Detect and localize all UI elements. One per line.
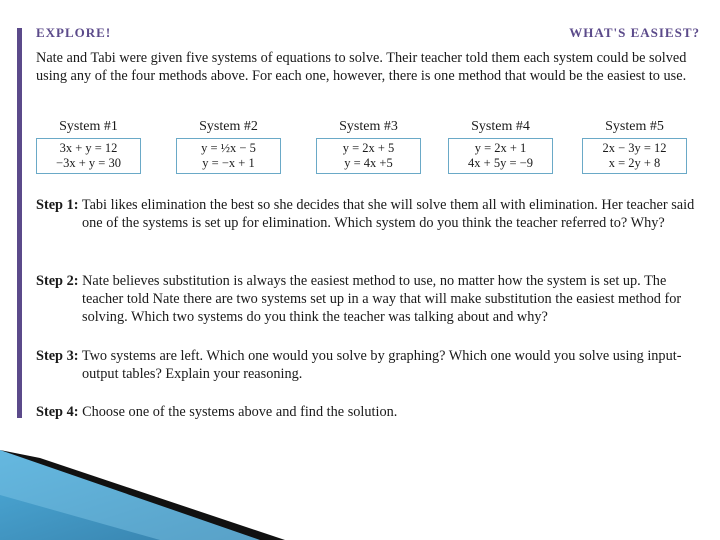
step-4 — [36, 403, 696, 421]
section-header: WHAT'S EASIEST? — [569, 25, 700, 40]
system-equations-box — [176, 138, 281, 174]
equation: 3x + y = 12 — [59, 141, 118, 155]
step-label: Step 2: — [36, 273, 79, 289]
equation: y = 4x +5 — [344, 156, 393, 170]
equation: y = −x + 1 — [202, 156, 255, 170]
explore-header: EXPLORE! — [36, 25, 112, 40]
system-title: System #5 — [605, 119, 664, 134]
left-accent-bar — [17, 28, 22, 418]
systems-row — [36, 118, 706, 178]
equation: y = ½x − 5 — [201, 141, 256, 155]
system-5 — [582, 118, 687, 174]
equation: y = 2x + 5 — [342, 141, 395, 155]
system-title: System #4 — [471, 119, 530, 134]
step-label: Step 3: — [36, 348, 79, 364]
step-text: Nate believes substitution is always the easiest method to use, no matter how the system is set up. The teacher told Nate there are two systems set up in a way that will make substitution the easiest method for solving. Which two systems do you think the teacher was talking about and why? — [82, 273, 682, 325]
equation: 4x + 5y = −9 — [468, 156, 533, 170]
system-4 — [448, 118, 553, 174]
system-2 — [176, 118, 281, 174]
equation: −3x + y = 30 — [56, 156, 121, 170]
step-1 — [36, 196, 696, 232]
system-1 — [36, 118, 141, 174]
equation: y = 2x + 1 — [474, 141, 527, 155]
step-label: Step 1: — [36, 197, 79, 213]
system-title: System #2 — [199, 119, 258, 134]
step-3 — [36, 347, 696, 383]
step-label: Step 4: — [36, 404, 79, 420]
step-2 — [36, 272, 696, 326]
slide-decoration — [0, 450, 720, 540]
step-text: Choose one of the systems above and find the solution. — [82, 404, 398, 420]
intro-paragraph: Nate and Tabi were given five systems of equations to solve. Their teacher told them each system could be solved using any of the four methods above. For each one, however, there is one method that would be the easiest to use. — [36, 50, 687, 84]
equation: x = 2y + 8 — [608, 156, 661, 170]
system-title: System #3 — [339, 119, 398, 134]
step-text: Two systems are left. Which one would you solve by graphing? Which one would you solve using input-output tables? Explain your reasoning. — [81, 348, 682, 382]
system-equations-box — [36, 138, 141, 174]
equation: 2x − 3y = 12 — [602, 141, 667, 155]
step-text: Tabi likes elimination the best so she decides that she will solve them all with elimination. Her teacher said one of the systems is set up for elimination. Which system do you think the teacher referred to? Why? — [81, 197, 695, 231]
system-title: System #1 — [59, 119, 118, 134]
system-equations-box — [448, 138, 553, 174]
system-equations-box — [316, 138, 421, 174]
system-equations-box — [582, 138, 687, 174]
system-3 — [316, 118, 421, 174]
